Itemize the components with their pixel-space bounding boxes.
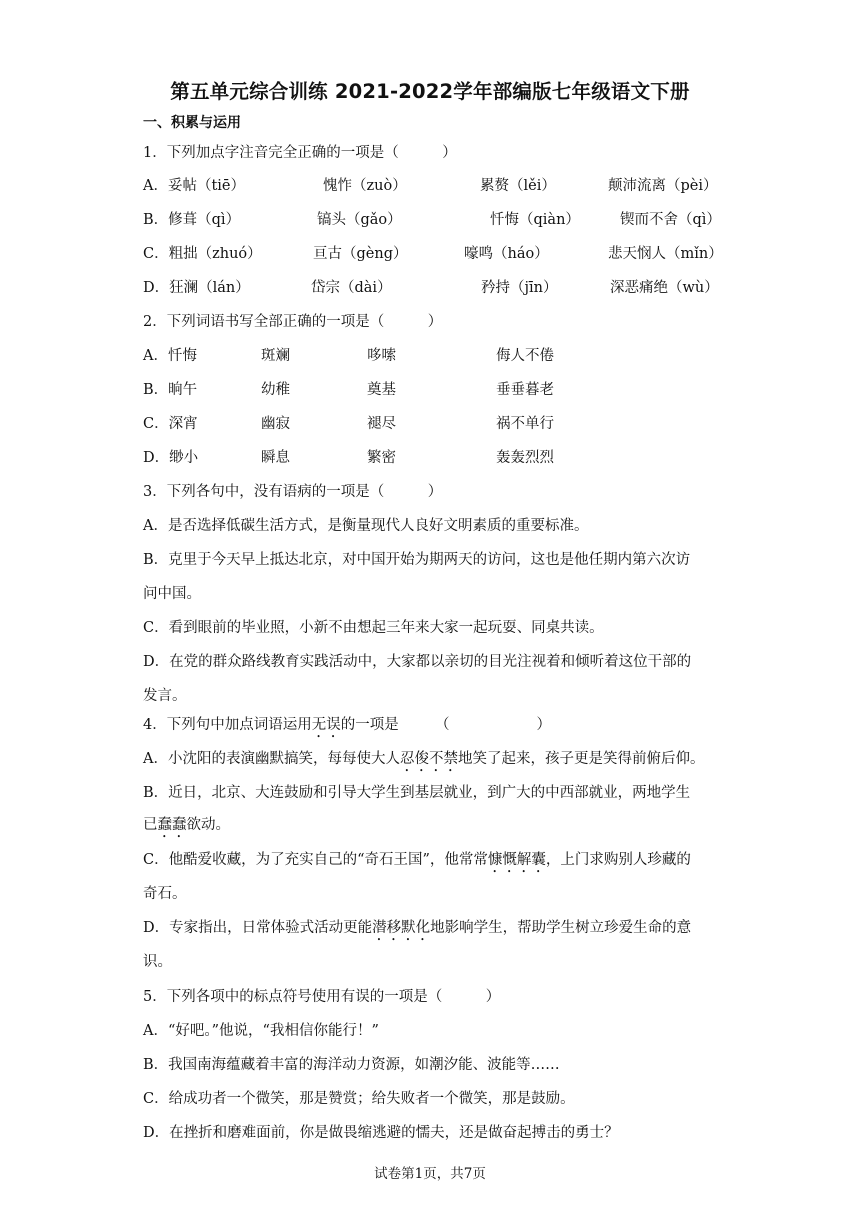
q4-a-dotted-word: 忍俊不禁 xyxy=(399,751,458,767)
question-2-stem: 2．下列词语书写全部正确的一项是（ ） xyxy=(143,314,443,330)
q1-option-d-3: 矜持（jīn） xyxy=(481,280,558,296)
q4-c-dotted-word: 慷慨解囊 xyxy=(487,852,546,868)
q4-b-dotted-word: 蠢蠢 xyxy=(157,817,187,833)
q4-option-c-line1 xyxy=(143,848,691,876)
q4-option-a xyxy=(143,747,704,775)
q1-option-c-3: 嚎鸣（háo） xyxy=(464,246,549,262)
q5-option-a: A．“好吧。”他说，“我相信你能行！” xyxy=(143,1023,379,1039)
question-1-stem: 1．下列加点字注音完全正确的一项是（ ） xyxy=(143,145,457,161)
q4-option-b-line2 xyxy=(143,813,230,841)
q2-option-b-4: 垂垂暮老 xyxy=(496,382,554,398)
q4-c-tail: ，上门求购别人珍藏的 xyxy=(545,852,691,868)
q2-option-d-1: D．缈小 xyxy=(143,450,199,466)
q1-option-a-1: A．妥帖（tiē） xyxy=(143,178,246,194)
q2-option-a-2: 斑斓 xyxy=(261,348,290,364)
q3-option-d-line1: D．在党的群众路线教育实践活动中，大家都以亲切的目光注视着和倾听着这位干部的 xyxy=(143,654,692,670)
question-5-stem: 5．下列各项中的标点符号使用有误的一项是（ ） xyxy=(143,989,501,1005)
q4-stem-tail: 的一项是 （ ） xyxy=(340,717,551,733)
q2-option-b-1: B．晌午 xyxy=(143,382,198,398)
q2-option-b-3: 奠基 xyxy=(367,382,396,398)
q4-d-tail: 地影响学生，帮助学生树立珍爱生命的意 xyxy=(430,920,692,936)
q1-option-b-3: 忏悔（qiàn） xyxy=(490,212,580,228)
q1-option-d-2: 岱宗（dài） xyxy=(311,280,392,296)
q2-option-c-2: 幽寂 xyxy=(261,416,290,432)
q4-a-tail: 地笑了起来，孩子更是笑得前俯后仰。 xyxy=(457,751,705,767)
q4-c-text: C．他酷爱收藏，为了充实自己的“奇石王国”，他常常 xyxy=(143,852,488,868)
q2-option-d-3: 繁密 xyxy=(367,450,396,466)
q4-option-b-line1: B．近日，北京、大连鼓励和引导大学生到基层就业，到广大的中西部就业，两地学生 xyxy=(143,785,691,801)
q4-option-c-line2: 奇石。 xyxy=(143,886,187,902)
q1-option-c-1: C．粗拙（zhuó） xyxy=(143,246,262,262)
question-4-stem xyxy=(143,713,551,741)
q1-option-a-3: 累赘（lěi） xyxy=(480,178,556,194)
q4-option-d-line1 xyxy=(143,916,691,944)
q2-option-d-2: 瞬息 xyxy=(261,450,290,466)
q4-stem-text: 4．下列句中加点词语运用 xyxy=(143,717,312,733)
q1-option-c-2: 亘古（gèng） xyxy=(313,246,408,262)
q1-option-a-4: 颠沛流离（pèi） xyxy=(608,178,718,194)
q4-a-text: A．小沈阳的表演幽默搞笑，每每使大人 xyxy=(143,751,400,767)
q2-option-c-3: 褪尽 xyxy=(367,416,396,432)
q2-option-c-4: 祸不单行 xyxy=(496,416,554,432)
q1-option-c-4: 悲天悯人（mǐn） xyxy=(608,246,723,262)
document-title: 第五单元综合训练 2021-2022学年部编版七年级语文下册 xyxy=(170,80,690,103)
q2-option-b-2: 幼稚 xyxy=(261,382,290,398)
q3-option-a: A．是否选择低碳生活方式，是衡量现代人良好文明素质的重要标准。 xyxy=(143,518,589,534)
q3-option-b-line1: B．克里于今天早上抵达北京，对中国开始为期两天的访问，这也是他任期内第六次访 xyxy=(143,552,691,568)
q4-b-tail: 欲动。 xyxy=(186,817,230,833)
q5-option-b: B．我国南海蕴藏着丰富的海洋动力资源，如潮汐能、波能等…… xyxy=(143,1057,560,1073)
q1-option-d-4: 深恶痛绝（wù） xyxy=(610,280,719,296)
q1-option-d-1: D．狂澜（lán） xyxy=(143,280,250,296)
q2-option-a-3: 哆嗦 xyxy=(367,348,396,364)
q4-d-text: D．专家指出，日常体验式活动更能 xyxy=(143,920,373,936)
q4-b-text: 已 xyxy=(143,817,158,833)
q4-stem-dotted-word: 无误 xyxy=(311,717,341,733)
q3-option-b-line2: 问中国。 xyxy=(143,586,201,602)
q2-option-c-1: C．深宵 xyxy=(143,416,198,432)
q3-option-c: C．看到眼前的毕业照，小新不由想起三年来大家一起玩耍、同桌共读。 xyxy=(143,620,604,636)
q5-option-d: D．在挫折和磨难面前，你是做畏缩逃避的懦夫，还是做奋起搏击的勇士？ xyxy=(143,1125,619,1141)
q2-option-a-1: A．忏悔 xyxy=(143,348,197,364)
q1-option-b-4: 锲而不舍（qì） xyxy=(620,212,721,228)
q5-option-c: C．给成功者一个微笑，那是赞赏；给失败者一个微笑，那是鼓励。 xyxy=(143,1091,575,1107)
q4-option-d-line2: 识。 xyxy=(143,954,172,970)
q1-option-b-1: B．修葺（qì） xyxy=(143,212,241,228)
q1-option-b-2: 镐头（gǎo） xyxy=(317,212,402,228)
q3-option-d-line2: 发言。 xyxy=(143,688,187,704)
question-3-stem: 3．下列各句中，没有语病的一项是（ ） xyxy=(143,484,443,500)
q2-option-a-4: 侮人不倦 xyxy=(496,348,554,364)
page-footer: 试卷第1页，共7页 xyxy=(374,1166,486,1182)
q2-option-d-4: 轰轰烈烈 xyxy=(496,450,554,466)
q4-d-dotted-word: 潜移默化 xyxy=(372,920,431,936)
section-heading: 一、积累与运用 xyxy=(143,115,241,131)
q1-option-a-2: 愧怍（zuò） xyxy=(323,178,407,194)
